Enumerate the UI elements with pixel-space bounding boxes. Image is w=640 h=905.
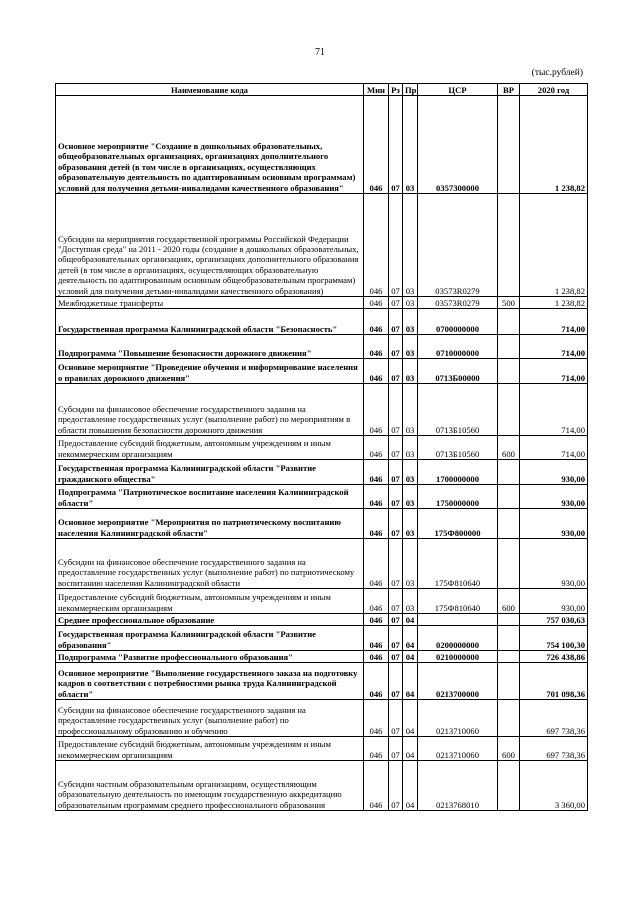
cell-rz: 07 [389, 309, 403, 335]
header-rz: Рз [389, 84, 403, 96]
cell-name: Государственная программа Калининградской области "Развитие гражданского общества" [56, 460, 364, 485]
cell-min: 046 [364, 626, 389, 651]
cell-name: Предоставление субсидий бюджетным, автономным учреждениям и иным некоммерческим организациям [56, 436, 364, 460]
table-row [56, 614, 588, 626]
cell-csr: 1750000000 [418, 485, 498, 509]
page-number: 71 [315, 47, 325, 58]
cell-pr: 04 [403, 651, 418, 663]
cell-min: 046 [364, 761, 389, 811]
cell-rz: 07 [389, 589, 403, 614]
cell-min: 046 [364, 509, 389, 539]
table-row [56, 539, 588, 589]
cell-vr [498, 663, 520, 700]
cell-csr: 0713Б00000 [418, 359, 498, 384]
table-row [56, 359, 588, 384]
cell-min: 046 [364, 700, 389, 737]
table-row [56, 384, 588, 436]
cell-csr: 175Ф800000 [418, 509, 498, 539]
cell-amount: 697 738,36 [520, 700, 588, 737]
cell-csr: 0200000000 [418, 626, 498, 651]
cell-name: Государственная программа Калининградской области "Безопасность" [56, 309, 364, 335]
table-row [56, 194, 588, 297]
cell-min: 046 [364, 614, 389, 626]
table-row [56, 335, 588, 359]
table-row [56, 626, 588, 651]
cell-name: Субсидии на мероприятия государственной программы Российской Федерации "Доступная среда" на 2011 - 2020 годы (создание в дошкольных образовательных, общеобразовательных организациях, организациях дополнительного образования детей (в том числе в организациях, осуществляющих образовательную деятельность по адаптированным основным общеобразовательным программам) условий для получения детьми-инвалидами качественного образования) [56, 194, 364, 297]
table-row [56, 651, 588, 663]
cell-amount: 1 238,82 [520, 96, 588, 194]
table-row [56, 96, 588, 194]
cell-csr: 0213710060 [418, 737, 498, 761]
header-name: Наименование кода [56, 84, 364, 96]
cell-min: 046 [364, 663, 389, 700]
cell-min: 046 [364, 297, 389, 309]
cell-amount: 930,00 [520, 460, 588, 485]
cell-vr [498, 384, 520, 436]
cell-vr [498, 359, 520, 384]
cell-amount: 714,00 [520, 384, 588, 436]
cell-rz: 07 [389, 436, 403, 460]
cell-amount: 714,00 [520, 359, 588, 384]
cell-rz: 07 [389, 359, 403, 384]
cell-rz: 07 [389, 651, 403, 663]
table-row [56, 297, 588, 309]
cell-name: Государственная программа Калининградской области "Развитие образования" [56, 626, 364, 651]
cell-amount: 3 360,00 [520, 761, 588, 811]
cell-csr: 0357300000 [418, 96, 498, 194]
cell-csr: 175Ф810640 [418, 589, 498, 614]
cell-name: Основное мероприятие "Проведение обучения и информирование населения о правилах дорожного движения" [56, 359, 364, 384]
cell-amount: 697 738,36 [520, 737, 588, 761]
cell-name: Субсидии на финансовое обеспечение государственного задания на предоставление государственных услуг (выполнение работ) по мероприятиям в области повышения безопасности дорожного движения [56, 384, 364, 436]
cell-min: 046 [364, 651, 389, 663]
cell-rz: 07 [389, 509, 403, 539]
cell-min: 046 [364, 737, 389, 761]
budget-table [55, 83, 588, 811]
cell-vr [498, 761, 520, 811]
cell-csr [418, 614, 498, 626]
cell-csr: 03573R0279 [418, 297, 498, 309]
table-row [56, 589, 588, 614]
cell-name: Предоставление субсидий бюджетным, автономным учреждениям и иным некоммерческим организациям [56, 589, 364, 614]
cell-amount: 714,00 [520, 335, 588, 359]
cell-rz: 07 [389, 460, 403, 485]
cell-csr: 0213768010 [418, 761, 498, 811]
cell-vr: 600 [498, 436, 520, 460]
cell-name: Межбюджетные трансферты [56, 297, 364, 309]
units-label: (тыс.рублей) [531, 68, 583, 78]
table-row [56, 663, 588, 700]
cell-amount: 754 100,30 [520, 626, 588, 651]
cell-pr: 03 [403, 359, 418, 384]
cell-vr [498, 335, 520, 359]
cell-amount: 757 030,63 [520, 614, 588, 626]
cell-name: Подпрограмма "Патриотическое воспитание населения Калининградской области" [56, 485, 364, 509]
cell-vr [498, 485, 520, 509]
cell-rz: 07 [389, 614, 403, 626]
cell-vr [498, 96, 520, 194]
cell-pr: 03 [403, 96, 418, 194]
header-vr: ВР [498, 84, 520, 96]
cell-vr [498, 614, 520, 626]
cell-rz: 07 [389, 700, 403, 737]
cell-amount: 701 098,36 [520, 663, 588, 700]
table-row [56, 436, 588, 460]
cell-amount: 930,00 [520, 539, 588, 589]
cell-vr [498, 700, 520, 737]
header-min: Мин [364, 84, 389, 96]
cell-name: Субсидии частным образовательным организациям, осуществляющим образовательную деятельность по имеющим государственную аккредитацию образовательным программам среднего профессионального образования [56, 761, 364, 811]
cell-vr [498, 460, 520, 485]
cell-csr: 0213710060 [418, 700, 498, 737]
cell-pr: 03 [403, 509, 418, 539]
cell-rz: 07 [389, 384, 403, 436]
table-row [56, 309, 588, 335]
cell-pr: 03 [403, 309, 418, 335]
cell-csr: 0700000000 [418, 309, 498, 335]
cell-pr: 03 [403, 485, 418, 509]
cell-name: Субсидии на финансовое обеспечение государственного задания на предоставление государственных услуг (выполнение работ) по профессиональному образованию и обучению [56, 700, 364, 737]
cell-min: 046 [364, 436, 389, 460]
cell-name: Основное мероприятие "Мероприятия по патриотическому воспитанию населения Калининградской области" [56, 509, 364, 539]
cell-min: 046 [364, 309, 389, 335]
cell-vr [498, 509, 520, 539]
table-row [56, 737, 588, 761]
table-row [56, 509, 588, 539]
cell-min: 046 [364, 485, 389, 509]
cell-csr: 0213700000 [418, 663, 498, 700]
cell-name: Подпрограмма "Развитие профессионального образования" [56, 651, 364, 663]
cell-vr [498, 309, 520, 335]
cell-vr [498, 194, 520, 297]
cell-amount: 930,00 [520, 485, 588, 509]
cell-vr [498, 626, 520, 651]
cell-amount: 930,00 [520, 509, 588, 539]
cell-vr: 500 [498, 297, 520, 309]
cell-vr: 600 [498, 589, 520, 614]
cell-pr: 03 [403, 297, 418, 309]
cell-amount: 714,00 [520, 436, 588, 460]
header-amount: 2020 год [520, 84, 588, 96]
cell-amount: 930,00 [520, 589, 588, 614]
cell-pr: 04 [403, 761, 418, 811]
cell-pr: 03 [403, 539, 418, 589]
cell-rz: 07 [389, 663, 403, 700]
table-header-row [56, 84, 588, 96]
cell-vr [498, 651, 520, 663]
table-row [56, 700, 588, 737]
cell-name: Предоставление субсидий бюджетным, автономным учреждениям и иным некоммерческим организациям [56, 737, 364, 761]
cell-rz: 07 [389, 761, 403, 811]
cell-min: 046 [364, 335, 389, 359]
cell-rz: 07 [389, 539, 403, 589]
cell-pr: 03 [403, 589, 418, 614]
cell-amount: 714,00 [520, 309, 588, 335]
cell-csr: 175Ф810640 [418, 539, 498, 589]
table-row [56, 460, 588, 485]
cell-rz: 07 [389, 335, 403, 359]
cell-min: 046 [364, 589, 389, 614]
header-csr: ЦСР [418, 84, 498, 96]
cell-vr: 600 [498, 737, 520, 761]
cell-name: Подпрограмма "Повышение безопасности дорожного движения" [56, 335, 364, 359]
cell-pr: 03 [403, 460, 418, 485]
cell-rz: 07 [389, 297, 403, 309]
cell-rz: 07 [389, 485, 403, 509]
cell-rz: 07 [389, 626, 403, 651]
cell-min: 046 [364, 194, 389, 297]
cell-name: Среднее профессиональное образование [56, 614, 364, 626]
cell-min: 046 [364, 96, 389, 194]
cell-pr: 04 [403, 626, 418, 651]
table-row [56, 485, 588, 509]
cell-name: Субсидии на финансовое обеспечение государственного задания на предоставление государственных услуг (выполнение работ) по патриотическому воспитанию населения Калининградской области [56, 539, 364, 589]
cell-pr: 04 [403, 614, 418, 626]
cell-csr: 0710000000 [418, 335, 498, 359]
cell-amount: 1 238,82 [520, 194, 588, 297]
cell-rz: 07 [389, 96, 403, 194]
cell-csr: 03573R0279 [418, 194, 498, 297]
table-row [56, 761, 588, 811]
cell-name: Основное мероприятие "Создание в дошкольных образовательных, общеобразовательных организациях, организациях дополнительного образования детей (в том числе в организациях, осуществляющих образовательную деятельность по адаптированным основным программам) условий для получения детьми-инвалидами качественного образования" [56, 96, 364, 194]
cell-csr: 1700000000 [418, 460, 498, 485]
cell-csr: 0713Б10560 [418, 436, 498, 460]
cell-min: 046 [364, 460, 389, 485]
cell-rz: 07 [389, 194, 403, 297]
cell-rz: 07 [389, 737, 403, 761]
header-pr: Пр [403, 84, 418, 96]
cell-min: 046 [364, 359, 389, 384]
cell-name: Основное мероприятие "Выполнение государственного заказа на подготовку кадров в соответствии с потребностями рынка труда Калининградской области" [56, 663, 364, 700]
cell-pr: 03 [403, 194, 418, 297]
cell-min: 046 [364, 539, 389, 589]
cell-pr: 04 [403, 737, 418, 761]
cell-amount: 726 438,86 [520, 651, 588, 663]
cell-pr: 04 [403, 663, 418, 700]
cell-min: 046 [364, 384, 389, 436]
cell-csr: 0210000000 [418, 651, 498, 663]
cell-pr: 03 [403, 384, 418, 436]
cell-pr: 04 [403, 700, 418, 737]
cell-amount: 1 238,82 [520, 297, 588, 309]
cell-csr: 0713Б10560 [418, 384, 498, 436]
cell-pr: 03 [403, 335, 418, 359]
cell-vr [498, 539, 520, 589]
cell-pr: 03 [403, 436, 418, 460]
